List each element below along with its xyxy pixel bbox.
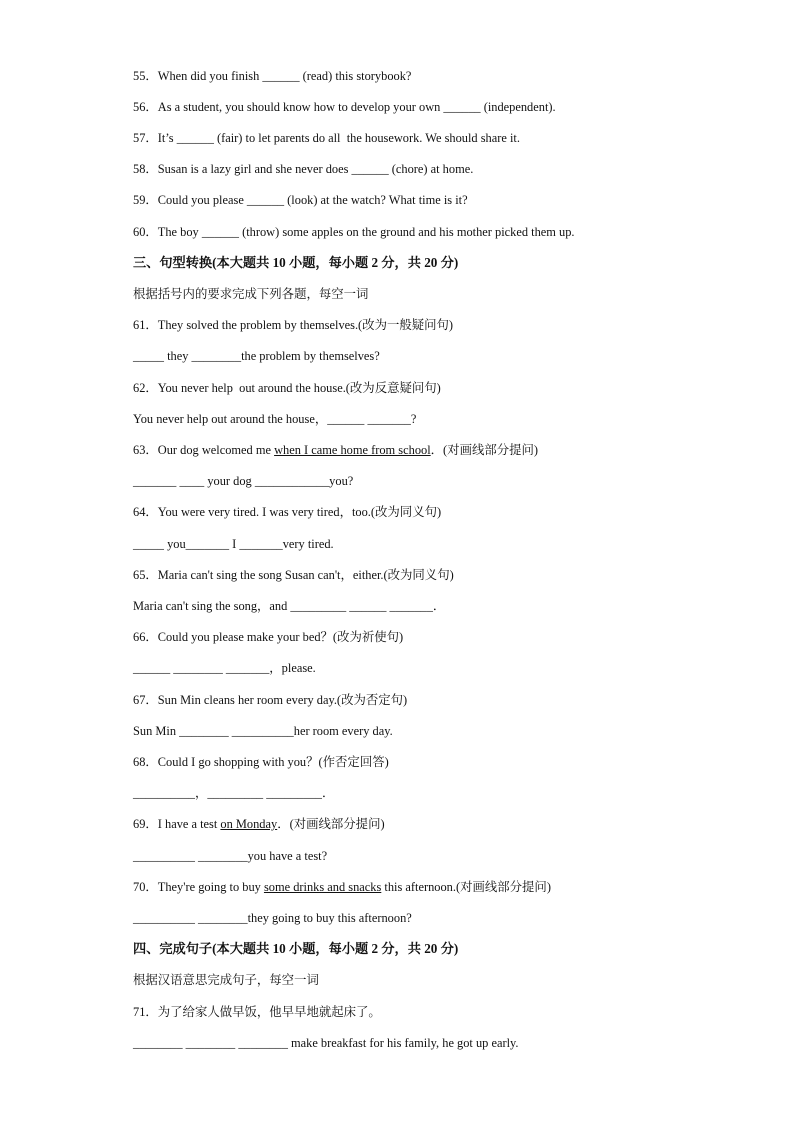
question-56: 56．As a student, you should know how to develop your own ______ (independent).	[133, 100, 556, 114]
question-57: 57．It’s ______ (fair) to let parents do all the housework. We should share it.	[133, 131, 520, 145]
question-63-suffix: ．(对画线部分提问)	[430, 443, 539, 457]
question-68: 68．Could I go shopping with you？(作否定回答)	[133, 755, 389, 769]
question-70-suffix: this afternoon.(对画线部分提问)	[381, 880, 551, 894]
section-3-instruction: 根据括号内的要求完成下列各题，每空一词	[133, 287, 369, 301]
underlined-phrase: on Monday	[220, 817, 278, 831]
answer-line-62: You never help out around the house，______ _______?	[133, 412, 417, 426]
question-69	[133, 816, 385, 832]
question-69-prefix: 69．I have a test	[133, 817, 221, 831]
question-69-suffix: ．(对画线部分提问)	[277, 817, 385, 831]
answer-line-69: __________ ________you have a test?	[133, 849, 328, 863]
question-59: 59．Could you please ______ (look) at the watch? What time is it?	[133, 193, 468, 207]
section-4-instruction: 根据汉语意思完成句子，每空一词	[133, 973, 319, 987]
question-63	[133, 442, 538, 458]
answer-line-65: Maria can't sing the song，and _________ ______ _______．	[133, 599, 446, 613]
answer-line-64: _____ you_______ I _______very tired.	[133, 537, 334, 551]
answer-line-67: Sun Min ________ __________her room every day.	[133, 724, 393, 738]
question-63-prefix: 63．Our dog welcomed me	[133, 443, 275, 457]
section-4-heading: 四、完成句子(本大题共 10 小题，每小题 2 分，共 20 分)	[133, 941, 459, 956]
question-70	[133, 879, 551, 895]
question-55: 55．When did you finish ______ (read) this storybook?	[133, 69, 412, 83]
question-64: 64．You were very tired. I was very tired，too.(改为同义句)	[133, 505, 442, 519]
underlined-phrase: when I came home from school	[274, 443, 431, 457]
answer-line-70: __________ ________they going to buy this afternoon?	[133, 911, 412, 925]
question-67: 67．Sun Min cleans her room every day.(改为否定句)	[133, 693, 408, 707]
question-66: 66．Could you please make your bed？(改为祈使句)	[133, 630, 404, 644]
question-71: 71．为了给家人做早饭，他早早地就起床了。	[133, 1005, 381, 1019]
question-58: 58．Susan is a lazy girl and she never does ______ (chore) at home.	[133, 162, 474, 176]
answer-line-63: _______ ____ your dog ____________you?	[133, 474, 354, 488]
section-3-heading: 三、句型转换(本大题共 10 小题，每小题 2 分，共 20 分)	[133, 255, 459, 270]
underlined-phrase: some drinks and snacks	[263, 880, 382, 894]
question-62: 62．You never help out around the house.(改为反意疑问句)	[133, 381, 441, 395]
answer-line-71: ________ ________ ________ make breakfast for his family, he got up early.	[133, 1036, 519, 1050]
question-61: 61．They solved the problem by themselves.(改为一般疑问句)	[133, 318, 454, 332]
answer-line-68: __________，_________ _________．	[133, 786, 335, 800]
answer-line-66: ______ ________ _______，please.	[133, 661, 316, 675]
question-65: 65．Maria can't sing the song Susan can't，either.(改为同义句)	[133, 568, 454, 582]
answer-line-61: _____ they ________the problem by themselves?	[133, 349, 380, 363]
question-70-prefix: 70．They're going to buy	[133, 880, 264, 894]
question-60: 60．The boy ______ (throw) some apples on the ground and his mother picked them up.	[133, 225, 575, 239]
